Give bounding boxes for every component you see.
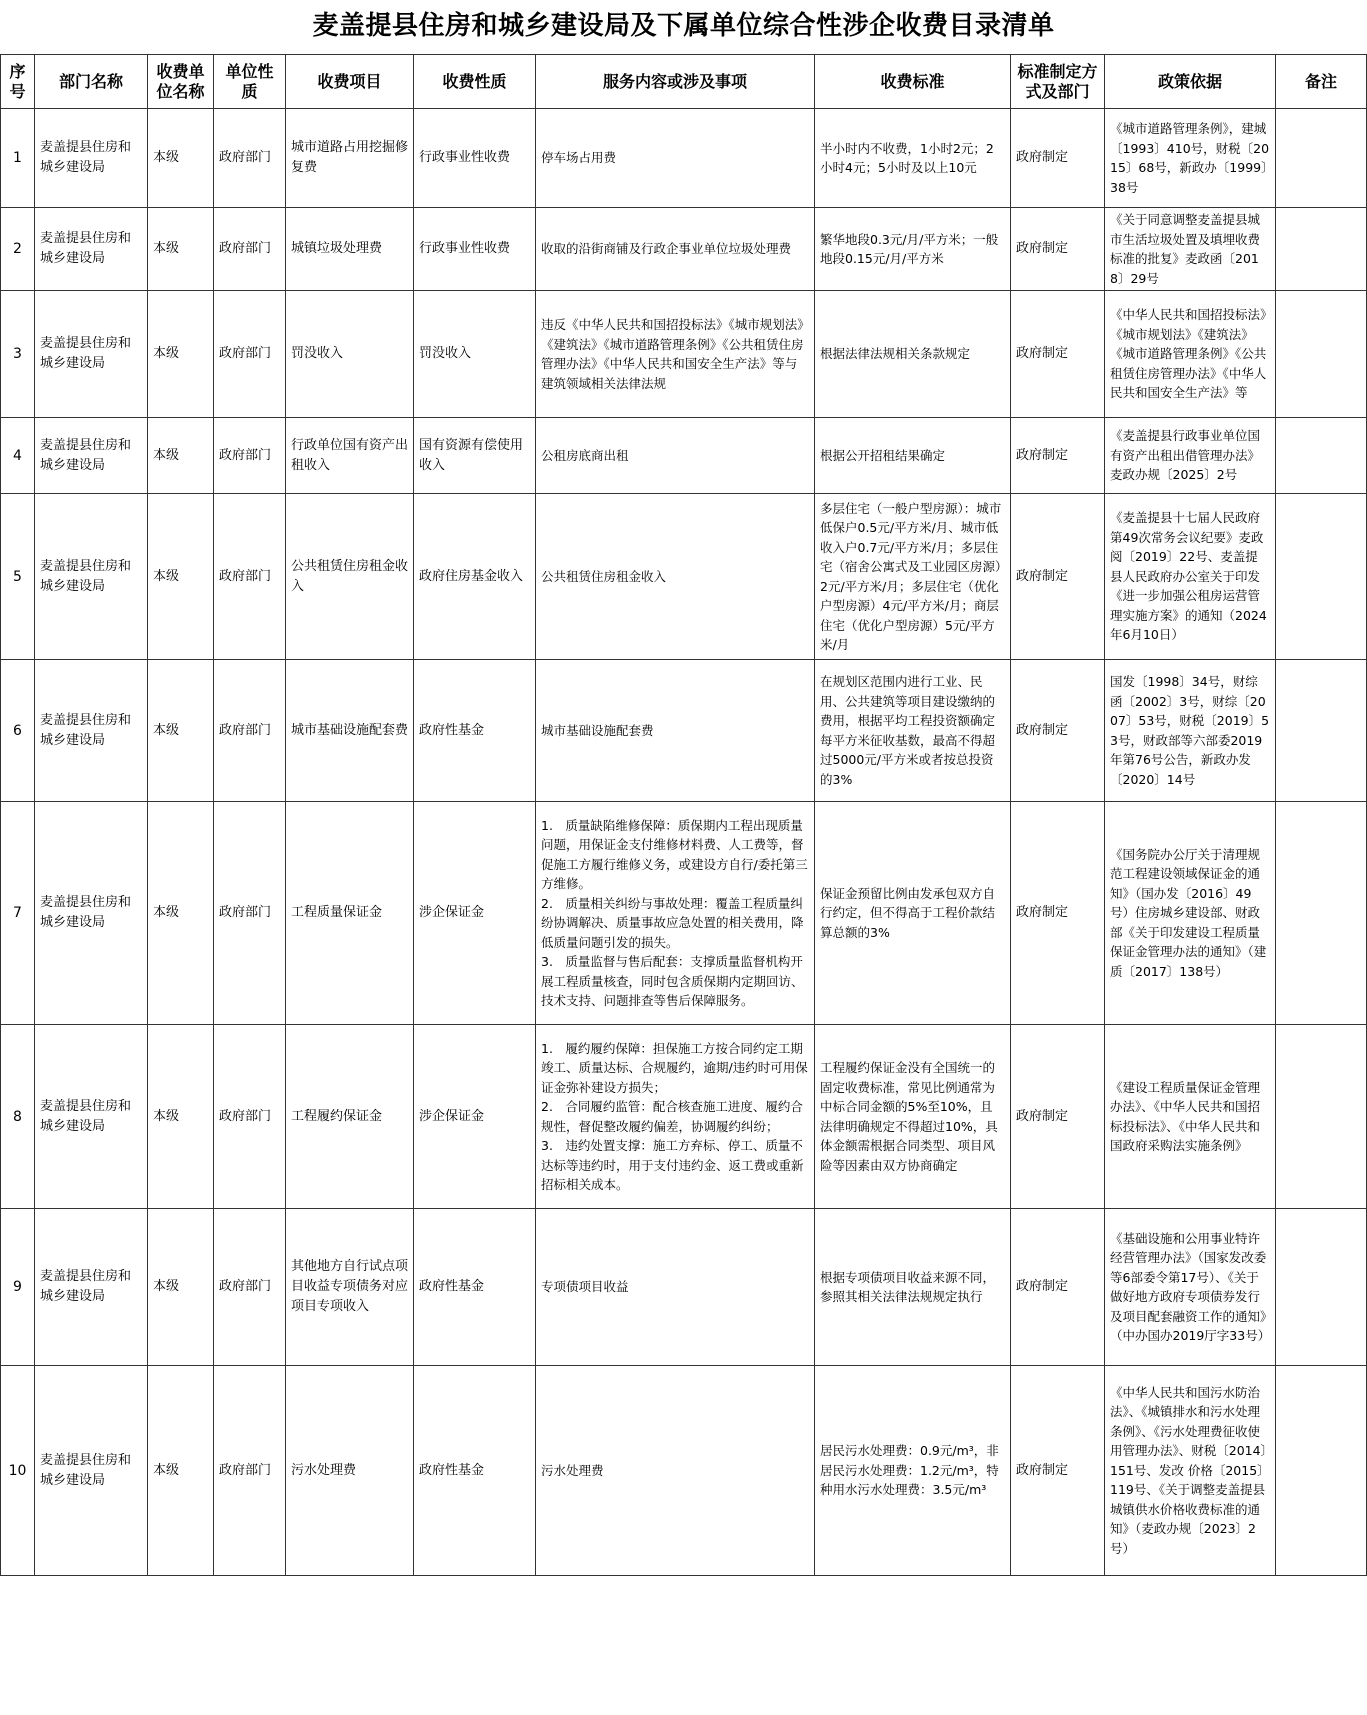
cell-basis: 《关于同意调整麦盖提县城市生活垃圾处置及填埋收费标准的批复》麦政函〔2018〕29号 <box>1105 208 1276 291</box>
cell-fee-type: 涉企保证金 <box>414 802 536 1025</box>
cell-basis: 《基础设施和公用事业特许经营管理办法》（国家发改委等6部委令第17号）、《关于做好地方政府专项债券发行及项目配套融资工作的通知》（中办国办2019厅字33号） <box>1105 1209 1276 1366</box>
cell-standard: 根据专项债项目收益来源不同，参照其相关法律法规规定执行 <box>815 1209 1011 1366</box>
cell-remark <box>1276 291 1367 418</box>
cell-method: 政府制定 <box>1011 1025 1105 1209</box>
cell-method: 政府制定 <box>1011 208 1105 291</box>
header-fee-type: 收费性质 <box>414 55 536 109</box>
header-dept: 部门名称 <box>35 55 148 109</box>
cell-item: 其他地方自行试点项目收益专项债务对应项目专项收入 <box>286 1209 414 1366</box>
cell-basis: 《中华人民共和国污水防治法》、《城镇排水和污水处理条例》、《污水处理费征收使用管理办法》、财税〔2014〕151号、发改 价格〔2015〕119号、《关于调整麦盖提县城镇供水价格收费标准的通知》（麦政办规〔2023〕2号） <box>1105 1366 1276 1576</box>
cell-unit: 本级 <box>148 494 214 660</box>
cell-unit: 本级 <box>148 660 214 802</box>
table-header-row <box>1 55 1367 109</box>
cell-method: 政府制定 <box>1011 1209 1105 1366</box>
cell-service <box>536 802 815 1025</box>
cell-item: 罚没收入 <box>286 291 414 418</box>
table-row <box>1 1366 1367 1576</box>
table-row <box>1 494 1367 660</box>
cell-remark <box>1276 1209 1367 1366</box>
cell-no: 3 <box>1 291 35 418</box>
cell-unit: 本级 <box>148 1366 214 1576</box>
cell-item: 城镇垃圾处理费 <box>286 208 414 291</box>
cell-remark <box>1276 418 1367 494</box>
cell-remark <box>1276 1025 1367 1209</box>
cell-service: 收取的沿街商铺及行政企事业单位垃圾处理费 <box>536 208 815 291</box>
cell-line: 1. 质量缺陷维修保障：质保期内工程出现质量问题，用保证金支付维修材料费、人工费等，督促施工方履行维修义务，或建设方自行/委托第三方维修。 <box>541 817 808 891</box>
header-item: 收费项目 <box>286 55 414 109</box>
cell-unit: 本级 <box>148 418 214 494</box>
cell-line: 2. 质量相关纠纷与事故处理：覆盖工程质量纠纷协调解决、质量事故应急处置的相关费用，降低质量问题引发的损失。 <box>541 895 804 950</box>
cell-unit: 本级 <box>148 291 214 418</box>
cell-no: 7 <box>1 802 35 1025</box>
cell-item: 公共租赁住房租金收入 <box>286 494 414 660</box>
table-row <box>1 802 1367 1025</box>
cell-nature: 政府部门 <box>214 1209 286 1366</box>
cell-item: 城市基础设施配套费 <box>286 660 414 802</box>
table-row <box>1 660 1367 802</box>
cell-standard: 根据法律法规相关条款规定 <box>815 291 1011 418</box>
header-basis: 政策依据 <box>1105 55 1276 109</box>
cell-remark <box>1276 1366 1367 1576</box>
cell-fee-type: 政府性基金 <box>414 660 536 802</box>
cell-remark <box>1276 660 1367 802</box>
cell-fee-type: 涉企保证金 <box>414 1025 536 1209</box>
cell-standard: 多层住宅（一般户型房源）：城市低保户0.5元/平方米/月、城市低收入户0.7元/平方米/月；多层住宅（宿舍公寓式及工业园区房源）2元/平方米/月；多层住宅（优化户型房源）4元/平方米/月；商层住宅（优化户型房源）5元/平方米/月 <box>815 494 1011 660</box>
cell-remark <box>1276 208 1367 291</box>
cell-nature: 政府部门 <box>214 418 286 494</box>
header-service: 服务内容或涉及事项 <box>536 55 815 109</box>
cell-dept: 麦盖提县住房和城乡建设局 <box>35 1025 148 1209</box>
table-row <box>1 208 1367 291</box>
cell-item: 工程履约保证金 <box>286 1025 414 1209</box>
cell-method: 政府制定 <box>1011 660 1105 802</box>
cell-fee-type: 国有资源有偿使用收入 <box>414 418 536 494</box>
cell-nature: 政府部门 <box>214 1366 286 1576</box>
cell-nature: 政府部门 <box>214 208 286 291</box>
cell-fee-type: 政府性基金 <box>414 1366 536 1576</box>
fee-catalog-table <box>0 54 1367 1576</box>
cell-nature: 政府部门 <box>214 660 286 802</box>
table-row <box>1 291 1367 418</box>
header-standard: 收费标准 <box>815 55 1011 109</box>
table-row <box>1 1025 1367 1209</box>
header-no: 序号 <box>1 55 35 109</box>
cell-dept: 麦盖提县住房和城乡建设局 <box>35 208 148 291</box>
cell-service: 污水处理费 <box>536 1366 815 1576</box>
table-row <box>1 1209 1367 1366</box>
cell-fee-type: 政府性基金 <box>414 1209 536 1366</box>
cell-dept: 麦盖提县住房和城乡建设局 <box>35 802 148 1025</box>
header-method: 标准制定方式及部门 <box>1011 55 1105 109</box>
cell-item: 城市道路占用挖掘修复费 <box>286 109 414 208</box>
cell-item: 工程质量保证金 <box>286 802 414 1025</box>
cell-line: 1. 履约履约保障：担保施工方按合同约定工期竣工、质量达标、合规履约，逾期/违约时可用保证金弥补建设方损失； <box>541 1040 808 1095</box>
cell-dept: 麦盖提县住房和城乡建设局 <box>35 291 148 418</box>
cell-line: 3. 质量监督与售后配套：支撑质量监督机构开展工程质量核查，同时包含质保期内定期回访、技术支持、问题排查等售后保障服务。 <box>541 954 804 1008</box>
cell-service: 违反《中华人民共和国招投标法》《城市规划法》《建筑法》《城市道路管理条例》《公共租赁住房管理办法》《中华人民共和国安全生产法》等与建筑领域相关法律法规 <box>536 291 815 418</box>
cell-nature: 政府部门 <box>214 291 286 418</box>
cell-no: 8 <box>1 1025 35 1209</box>
cell-dept: 麦盖提县住房和城乡建设局 <box>35 418 148 494</box>
cell-service <box>536 1025 815 1209</box>
cell-unit: 本级 <box>148 208 214 291</box>
cell-method: 政府制定 <box>1011 494 1105 660</box>
cell-dept: 麦盖提县住房和城乡建设局 <box>35 1209 148 1366</box>
cell-method: 政府制定 <box>1011 418 1105 494</box>
cell-dept: 麦盖提县住房和城乡建设局 <box>35 494 148 660</box>
document-title: 麦盖提县住房和城乡建设局及下属单位综合性涉企收费目录清单 <box>312 11 1055 41</box>
cell-service: 停车场占用费 <box>536 109 815 208</box>
cell-unit: 本级 <box>148 109 214 208</box>
cell-method: 政府制定 <box>1011 109 1105 208</box>
cell-line: 3. 违约处置支撑：施工方弃标、停工、质量不达标等违约时，用于支付违约金、返工费或重新招标相关成本。 <box>541 1138 804 1192</box>
cell-no: 10 <box>1 1366 35 1576</box>
cell-fee-type: 行政事业性收费 <box>414 208 536 291</box>
cell-no: 6 <box>1 660 35 802</box>
header-remark: 备注 <box>1276 55 1367 109</box>
cell-no: 4 <box>1 418 35 494</box>
cell-method: 政府制定 <box>1011 291 1105 418</box>
cell-standard: 半小时内不收费，1小时2元；2小时4元；5小时及以上10元 <box>815 109 1011 208</box>
header-nature: 单位性质 <box>214 55 286 109</box>
cell-dept: 麦盖提县住房和城乡建设局 <box>35 660 148 802</box>
cell-service: 城市基础设施配套费 <box>536 660 815 802</box>
cell-no: 5 <box>1 494 35 660</box>
cell-method: 政府制定 <box>1011 802 1105 1025</box>
table-row <box>1 109 1367 208</box>
cell-standard: 保证金预留比例由发承包双方自行约定，但不得高于工程价款结算总额的3% <box>815 802 1011 1025</box>
cell-dept: 麦盖提县住房和城乡建设局 <box>35 1366 148 1576</box>
cell-standard: 在规划区范围内进行工业、民用、公共建筑等项目建设缴纳的费用，根据平均工程投资额确定每平方米征收基数，最高不得超过5000元/平方米或者按总投资的3% <box>815 660 1011 802</box>
cell-basis: 《城市道路管理条例》，建城〔1993〕410号，财税〔2015〕68号，新政办〔1999〕38号 <box>1105 109 1276 208</box>
cell-fee-type: 行政事业性收费 <box>414 109 536 208</box>
cell-service: 公租房底商出租 <box>536 418 815 494</box>
cell-no: 1 <box>1 109 35 208</box>
cell-fee-type: 政府住房基金收入 <box>414 494 536 660</box>
cell-unit: 本级 <box>148 1209 214 1366</box>
cell-unit: 本级 <box>148 802 214 1025</box>
cell-dept: 麦盖提县住房和城乡建设局 <box>35 109 148 208</box>
cell-standard: 工程履约保证金没有全国统一的固定收费标准，常见比例通常为中标合同金额的5%至10%，且法律明确规定不得超过10%，具体金额需根据合同类型、项目风险等因素由双方协商确定 <box>815 1025 1011 1209</box>
table-row <box>1 418 1367 494</box>
cell-item: 行政单位国有资产出租收入 <box>286 418 414 494</box>
cell-remark <box>1276 802 1367 1025</box>
cell-no: 9 <box>1 1209 35 1366</box>
cell-service: 公共租赁住房租金收入 <box>536 494 815 660</box>
cell-nature: 政府部门 <box>214 802 286 1025</box>
cell-basis: 《国务院办公厅关于清理规范工程建设领域保证金的通知》（国办发〔2016〕49号）住房城乡建设部、财政部《关于印发建设工程质量保证金管理办法的通知》（建质〔2017〕138号） <box>1105 802 1276 1025</box>
cell-service: 专项债项目收益 <box>536 1209 815 1366</box>
cell-standard: 根据公开招租结果确定 <box>815 418 1011 494</box>
cell-basis: 《麦盖提县行政事业单位国有资产出租出借管理办法》麦政办规〔2025〕2号 <box>1105 418 1276 494</box>
cell-basis: 《麦盖提县十七届人民政府第49次常务会议纪要》麦政阅〔2019〕22号、麦盖提县人民政府办公室关于印发《进一步加强公租房运营管理实施方案》的通知（2024年6月10日） <box>1105 494 1276 660</box>
cell-nature: 政府部门 <box>214 109 286 208</box>
cell-fee-type: 罚没收入 <box>414 291 536 418</box>
cell-standard: 繁华地段0.3元/月/平方米；一般地段0.15元/月/平方米 <box>815 208 1011 291</box>
cell-method: 政府制定 <box>1011 1366 1105 1576</box>
cell-nature: 政府部门 <box>214 1025 286 1209</box>
cell-standard: 居民污水处理费：0.9元/m³，非居民污水处理费：1.2元/m³，特种用水污水处理费：3.5元/m³ <box>815 1366 1011 1576</box>
header-unit: 收费单位名称 <box>148 55 214 109</box>
table-body <box>1 109 1367 1576</box>
cell-remark <box>1276 494 1367 660</box>
cell-remark <box>1276 109 1367 208</box>
cell-line: 2. 合同履约监管：配合核查施工进度、履约合规性，督促整改履约偏差，协调履约纠纷； <box>541 1099 803 1134</box>
cell-no: 2 <box>1 208 35 291</box>
cell-unit: 本级 <box>148 1025 214 1209</box>
cell-basis: 《中华人民共和国招投标法》《城市规划法》《建筑法》《城市道路管理条例》《公共租赁住房管理办法》《中华人民共和国安全生产法》等 <box>1105 291 1276 418</box>
cell-nature: 政府部门 <box>214 494 286 660</box>
cell-basis: 国发〔1998〕34号，财综函〔2002〕3号，财综〔2007〕53号，财税〔2019〕53号，财政部等六部委2019年第76号公告，新政办发〔2020〕14号 <box>1105 660 1276 802</box>
cell-basis: 《建设工程质量保证金管理办法》、《中华人民共和国招标投标法》、《中华人民共和国政府采购法实施条例》 <box>1105 1025 1276 1209</box>
cell-item: 污水处理费 <box>286 1366 414 1576</box>
